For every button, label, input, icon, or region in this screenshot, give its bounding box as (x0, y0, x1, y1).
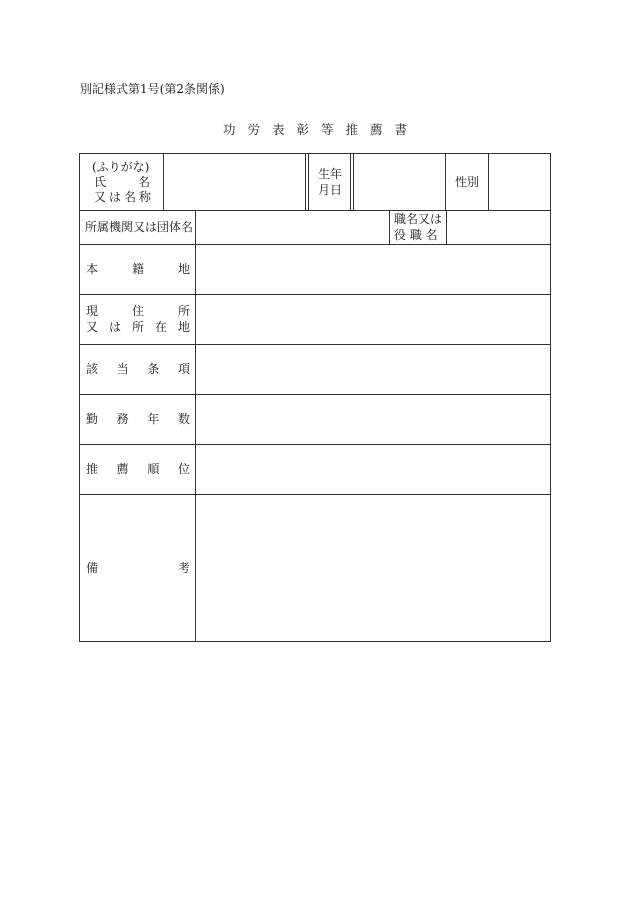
gender-label: 性別 (455, 175, 480, 189)
honseki-input-area[interactable] (196, 245, 550, 294)
label-char: 推 (86, 462, 99, 476)
years-of-service-label (86, 411, 190, 427)
title-char: 薦 (370, 122, 383, 137)
title-char: 功 (222, 122, 236, 137)
col-divider (350, 154, 351, 210)
honseki-label (86, 261, 190, 277)
position-input-area[interactable] (447, 211, 550, 244)
name-label-shi: 氏 (94, 175, 107, 189)
label-char: 項 (177, 362, 190, 376)
label-char: 地 (177, 262, 190, 276)
gender-input-area[interactable] (489, 154, 550, 210)
label-char: 現 (86, 304, 99, 318)
birth-label-line1: 生年 (318, 167, 343, 181)
col-divider (389, 210, 390, 244)
name-input-area[interactable] (164, 154, 305, 210)
label-char: 考 (177, 561, 190, 575)
applicable-clause-input-area[interactable] (196, 345, 550, 394)
title-char: 表 (271, 122, 285, 137)
remarks-label (86, 560, 190, 576)
name-label-mei: 名 (137, 175, 150, 189)
address-input-area[interactable] (196, 295, 550, 344)
affiliation-input-area[interactable] (196, 211, 389, 244)
label-char: 年 (147, 412, 160, 426)
name-furigana-label: (ふりがな) (92, 160, 150, 174)
recommendation-form-table (79, 153, 551, 642)
form-reference: 別記様式第1号(第2条関係) (80, 82, 225, 96)
birth-label-line2: 月日 (318, 183, 343, 197)
position-label-line2: 役 職 名 (394, 228, 438, 242)
years-of-service-input-area[interactable] (196, 395, 550, 444)
label-char: 薦 (116, 462, 129, 476)
address-label-line1 (86, 303, 190, 319)
recommendation-rank-label (86, 461, 190, 477)
remarks-input-area[interactable] (196, 495, 550, 641)
birth-date-input-area[interactable] (354, 154, 445, 210)
title-char: 書 (394, 122, 408, 137)
recommendation-rank-input-area[interactable] (196, 445, 550, 494)
title-char: 労 (247, 122, 260, 137)
label-char: 所 (177, 304, 190, 318)
label-char: 務 (116, 412, 129, 426)
label-char: 備 (86, 561, 99, 575)
applicable-clause-label (86, 361, 190, 377)
label-char: 該 (86, 362, 99, 376)
label-char: 本 (86, 262, 99, 276)
address-label-line2 (86, 319, 190, 335)
title-char: 彰 (296, 122, 309, 137)
label-char: 順 (147, 462, 160, 476)
label-char: 位 (177, 462, 190, 476)
label-char: 在 (154, 320, 167, 334)
title-char: 等 (321, 122, 334, 137)
label-char: 所 (131, 320, 144, 334)
label-char: 住 (131, 304, 144, 318)
label-char: 籍 (131, 262, 144, 276)
affiliation-label: 所属機関又は団体名 (85, 220, 194, 234)
label-char: 当 (116, 362, 129, 376)
label-char: は (108, 320, 121, 334)
label-char: 数 (177, 412, 190, 426)
label-char: 勤 (86, 412, 99, 426)
name-or-title-label: 又は名称 (94, 190, 155, 204)
col-divider (445, 154, 446, 210)
title-char: 推 (345, 122, 359, 137)
position-label-line1: 職名又は (394, 212, 443, 226)
col-divider (305, 154, 306, 210)
label-char: 条 (147, 362, 160, 376)
label-char: 地 (177, 320, 190, 334)
document-title (0, 120, 630, 138)
label-char: 又 (86, 320, 99, 334)
name-label (94, 174, 150, 190)
